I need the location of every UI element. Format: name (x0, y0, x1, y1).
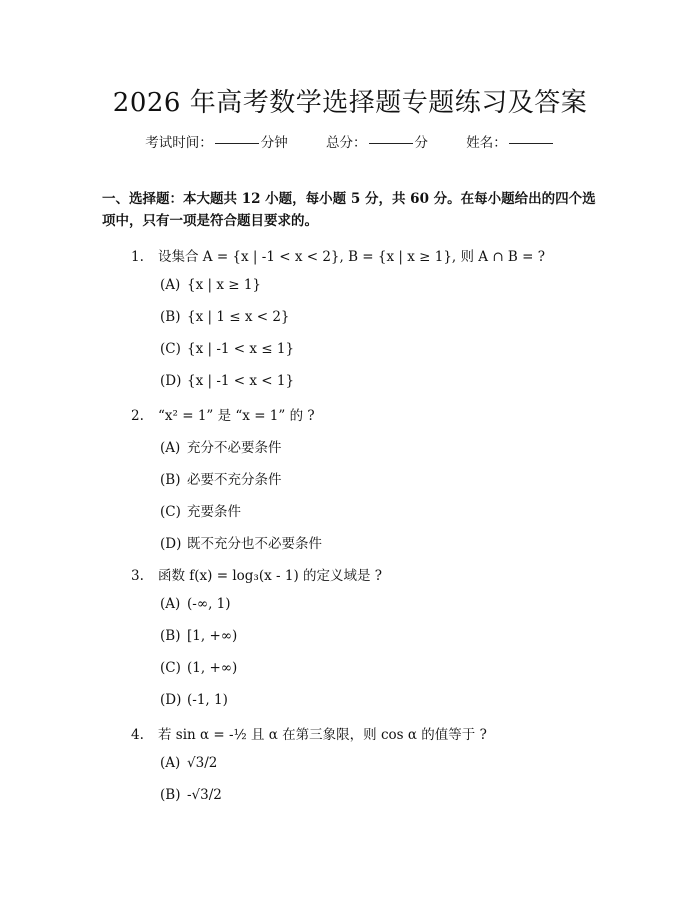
option-1a (160, 277, 261, 293)
time-unit: 分钟 (260, 135, 288, 151)
option-text: 必要不充分条件 (187, 472, 282, 488)
question-3 (131, 564, 382, 584)
option-text: -√3/2 (187, 787, 222, 803)
question-text: “x² = 1” 是 “x = 1” 的 ? (158, 408, 315, 424)
option-label: (A) (160, 440, 181, 456)
score-blank (369, 143, 413, 144)
name-blank (509, 143, 553, 144)
option-text: {x | -1 < x ≤ 1} (187, 341, 295, 357)
option-2d (160, 532, 322, 552)
option-4a (160, 755, 217, 771)
option-text: 充要条件 (187, 504, 241, 520)
score-field (326, 135, 432, 151)
time-label: 考试时间： (145, 135, 213, 151)
option-label: (C) (160, 660, 181, 676)
option-label: (A) (160, 596, 181, 612)
option-label: (C) (160, 504, 181, 520)
option-2b (160, 468, 282, 488)
option-label: (B) (160, 628, 181, 644)
score-label: 总分： (326, 135, 367, 151)
question-1 (131, 245, 545, 265)
option-text: (-∞, 1) (187, 596, 231, 612)
option-label: (D) (160, 536, 182, 552)
option-2a (160, 436, 282, 456)
name-label: 姓名： (466, 135, 507, 151)
option-label: (B) (160, 309, 181, 325)
question-text: 函数 f(x) = log₃(x - 1) 的定义域是 ? (158, 568, 383, 584)
score-unit: 分 (414, 135, 428, 151)
option-text: 充分不必要条件 (187, 440, 282, 456)
option-1b (160, 309, 290, 325)
option-text: (-1, 1) (187, 692, 228, 708)
section-header: 一、选择题：本大题共 12 小题，每小题 5 分，共 60 分。在每小题给出的四个选项中，只有一项是符合题目要求的。 (102, 191, 596, 229)
option-3c (160, 660, 237, 676)
option-2c (160, 500, 241, 520)
question-4 (131, 723, 487, 743)
question-number: 2. (131, 408, 144, 424)
name-field (466, 135, 555, 151)
option-1c (160, 341, 294, 357)
option-label: (B) (160, 787, 181, 803)
option-3d (160, 692, 228, 708)
question-2 (131, 404, 315, 424)
question-number: 1. (131, 249, 144, 265)
option-label: (D) (160, 692, 182, 708)
time-field (145, 135, 292, 151)
option-text: [1, +∞) (187, 628, 238, 644)
option-text: (1, +∞) (187, 660, 238, 676)
option-text: {x | -1 < x < 1} (187, 373, 295, 389)
page-title: 2026 年高考数学选择题专题练习及答案 (112, 88, 588, 118)
option-3a (160, 596, 231, 612)
option-text: √3/2 (187, 755, 218, 771)
option-text: {x | x ≥ 1} (187, 277, 262, 293)
option-label: (C) (160, 341, 181, 357)
exam-meta-line (0, 131, 700, 151)
option-3b (160, 628, 237, 644)
option-label: (B) (160, 472, 181, 488)
option-text: 既不充分也不必要条件 (187, 536, 322, 552)
question-number: 4. (131, 727, 144, 743)
question-text: 若 sin α = -½ 且 α 在第三象限，则 cos α 的值等于 ? (158, 727, 487, 743)
time-blank (215, 143, 259, 144)
question-number: 3. (131, 568, 144, 584)
option-label: (A) (160, 277, 181, 293)
option-label: (D) (160, 373, 182, 389)
option-4b (160, 787, 222, 803)
option-1d (160, 373, 294, 389)
question-text: 设集合 A = {x | -1 < x < 2}, B = {x | x ≥ 1}, 则 A ∩ B = ? (158, 249, 545, 265)
option-label: (A) (160, 755, 181, 771)
option-text: {x | 1 ≤ x < 2} (187, 309, 290, 325)
